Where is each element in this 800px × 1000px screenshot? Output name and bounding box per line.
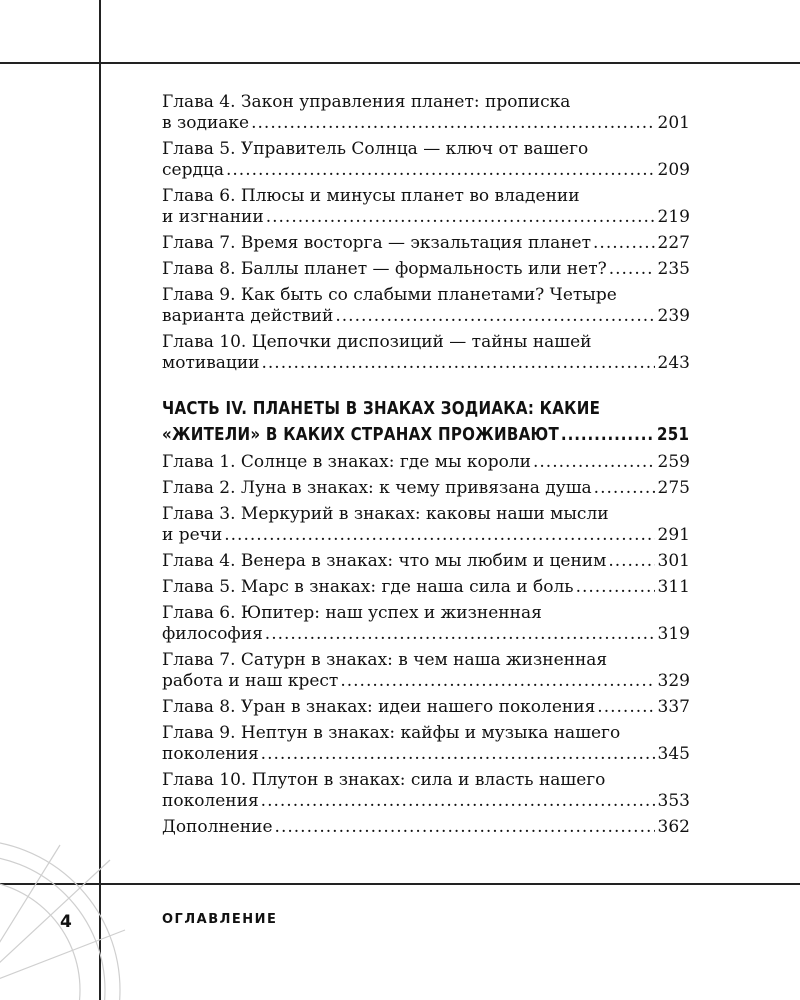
- dot-leader: [262, 353, 655, 374]
- toc-entry-title: Глава 9. Нептун в знаках: кайфы и музыка нашего: [162, 723, 621, 743]
- toc-entry[interactable]: [162, 233, 690, 254]
- toc-entry-page: 219: [657, 207, 690, 227]
- running-section-title: ОГЛАВЛЕНИЕ: [162, 912, 278, 927]
- toc-entry[interactable]: [162, 139, 690, 181]
- toc-entry-page: 353: [657, 791, 690, 811]
- part-page-number: 251: [657, 424, 690, 445]
- toc-entry-title: Глава 3. Меркурий в знаках: каковы наши мысли: [162, 504, 609, 524]
- dot-leader: [561, 422, 654, 448]
- toc-entry-page: 362: [657, 817, 690, 837]
- toc-entry[interactable]: [162, 723, 690, 765]
- toc-entry[interactable]: [162, 551, 690, 572]
- toc-entry[interactable]: [162, 285, 690, 327]
- dot-leader: [609, 259, 655, 280]
- dot-leader: [533, 452, 655, 473]
- toc-entry[interactable]: [162, 332, 690, 374]
- page-number: 4: [60, 912, 72, 932]
- toc-entry-title-cont: и речи: [162, 525, 223, 545]
- toc-entry-page: 337: [657, 697, 690, 717]
- toc-entry-title-cont: работа и наш крест: [162, 671, 339, 691]
- toc-entry-title: Глава 9. Как быть со слабыми планетами? Четыре: [162, 285, 617, 305]
- zodiac-wheel-ornament-icon: [0, 800, 130, 1000]
- toc-entry[interactable]: [162, 577, 690, 598]
- part-title-line1: ЧАСТЬ IV. ПЛАНЕТЫ В ЗНАКАХ ЗОДИАКА: КАКИЕ: [162, 398, 601, 419]
- dot-leader: [251, 113, 654, 134]
- toc-entry-title-cont: поколения: [162, 744, 259, 764]
- toc-entry[interactable]: [162, 697, 690, 718]
- toc-entry-page: 275: [657, 478, 690, 498]
- toc-entry-title: Глава 7. Сатурн в знаках: в чем наша жизненная: [162, 650, 608, 670]
- toc-entry[interactable]: [162, 452, 690, 473]
- toc-entry-page: 291: [657, 525, 690, 545]
- toc-entry-title: Глава 6. Плюсы и минусы планет во владении: [162, 186, 580, 206]
- toc-entry-page: 235: [657, 259, 690, 279]
- dot-leader: [266, 207, 655, 228]
- toc-entry-title-cont: и изгнании: [162, 207, 264, 227]
- top-rule: [0, 62, 800, 64]
- dot-leader: [576, 577, 655, 598]
- toc-entry[interactable]: [162, 478, 690, 499]
- dot-leader: [594, 478, 655, 499]
- toc-entry[interactable]: [162, 650, 690, 692]
- dot-leader: [340, 671, 654, 692]
- toc-part-heading[interactable]: [162, 396, 689, 448]
- dot-leader: [265, 624, 655, 645]
- toc-entry[interactable]: [162, 817, 690, 838]
- dot-leader: [224, 525, 654, 546]
- dot-leader: [335, 306, 654, 327]
- toc-list-part4: [162, 452, 690, 838]
- toc-entry-title: Глава 5. Марс в знаках: где наша сила и боль: [162, 577, 574, 597]
- toc-entry[interactable]: [162, 504, 690, 546]
- toc-entry-page: 201: [657, 113, 690, 133]
- toc-entry-title: Глава 2. Луна в знаках: к чему привязана душа: [162, 478, 592, 498]
- dot-leader: [261, 744, 655, 765]
- part-title-line2: «ЖИТЕЛИ» В КАКИХ СТРАНАХ ПРОЖИВАЮТ: [162, 424, 560, 445]
- toc-entry-page: 311: [657, 577, 690, 597]
- toc-entry-title: Глава 6. Юпитер: наш успех и жизненная: [162, 603, 542, 623]
- toc-entry-title: Глава 1. Солнце в знаках: где мы короли: [162, 452, 531, 472]
- dot-leader: [608, 551, 654, 572]
- toc-entry-page: 239: [657, 306, 690, 326]
- dot-leader: [275, 817, 655, 838]
- toc-entry-title: Глава 4. Венера в знаках: что мы любим и ценим: [162, 551, 607, 571]
- toc-entry-page: 209: [657, 160, 690, 180]
- toc-entry[interactable]: [162, 770, 690, 812]
- toc-list-chapters: [162, 92, 690, 374]
- toc-entry-page: 243: [657, 353, 690, 373]
- toc-entry-page: 259: [657, 452, 690, 472]
- dot-leader: [261, 791, 655, 812]
- toc-entry-page: 227: [657, 233, 690, 253]
- toc-entry[interactable]: [162, 259, 690, 280]
- toc-entry-title: Глава 7. Время восторга — экзальтация планет: [162, 233, 592, 253]
- toc-entry-title: Глава 4. Закон управления планет: прописка: [162, 92, 571, 112]
- toc-entry-title-cont: в зодиаке: [162, 113, 250, 133]
- toc-entry[interactable]: [162, 92, 690, 134]
- table-of-contents: [162, 92, 690, 843]
- toc-entry-page: 329: [657, 671, 690, 691]
- toc-entry[interactable]: [162, 186, 690, 228]
- toc-entry-title: Глава 5. Управитель Солнца — ключ от вашего: [162, 139, 589, 159]
- toc-entry[interactable]: [162, 603, 690, 645]
- toc-entry-title: Глава 8. Уран в знаках: идеи нашего поколения: [162, 697, 596, 717]
- dot-leader: [597, 697, 654, 718]
- toc-entry-title-cont: сердца: [162, 160, 224, 180]
- toc-entry-title-cont: варианта действий: [162, 306, 334, 326]
- dot-leader: [226, 160, 655, 181]
- toc-entry-title-cont: мотивации: [162, 353, 260, 373]
- toc-entry-page: 319: [657, 624, 690, 644]
- toc-entry-title: Дополнение: [162, 817, 273, 837]
- dot-leader: [593, 233, 655, 254]
- toc-entry-title-cont: поколения: [162, 791, 259, 811]
- toc-entry-title: Глава 10. Плутон в знаках: сила и власть нашего: [162, 770, 606, 790]
- toc-entry-page: 301: [657, 551, 690, 571]
- toc-entry-title-cont: философия: [162, 624, 263, 644]
- toc-entry-title: Глава 8. Баллы планет — формальность или нет?: [162, 259, 607, 279]
- toc-entry-page: 345: [657, 744, 690, 764]
- toc-entry-title: Глава 10. Цепочки диспозиций — тайны нашей: [162, 332, 592, 352]
